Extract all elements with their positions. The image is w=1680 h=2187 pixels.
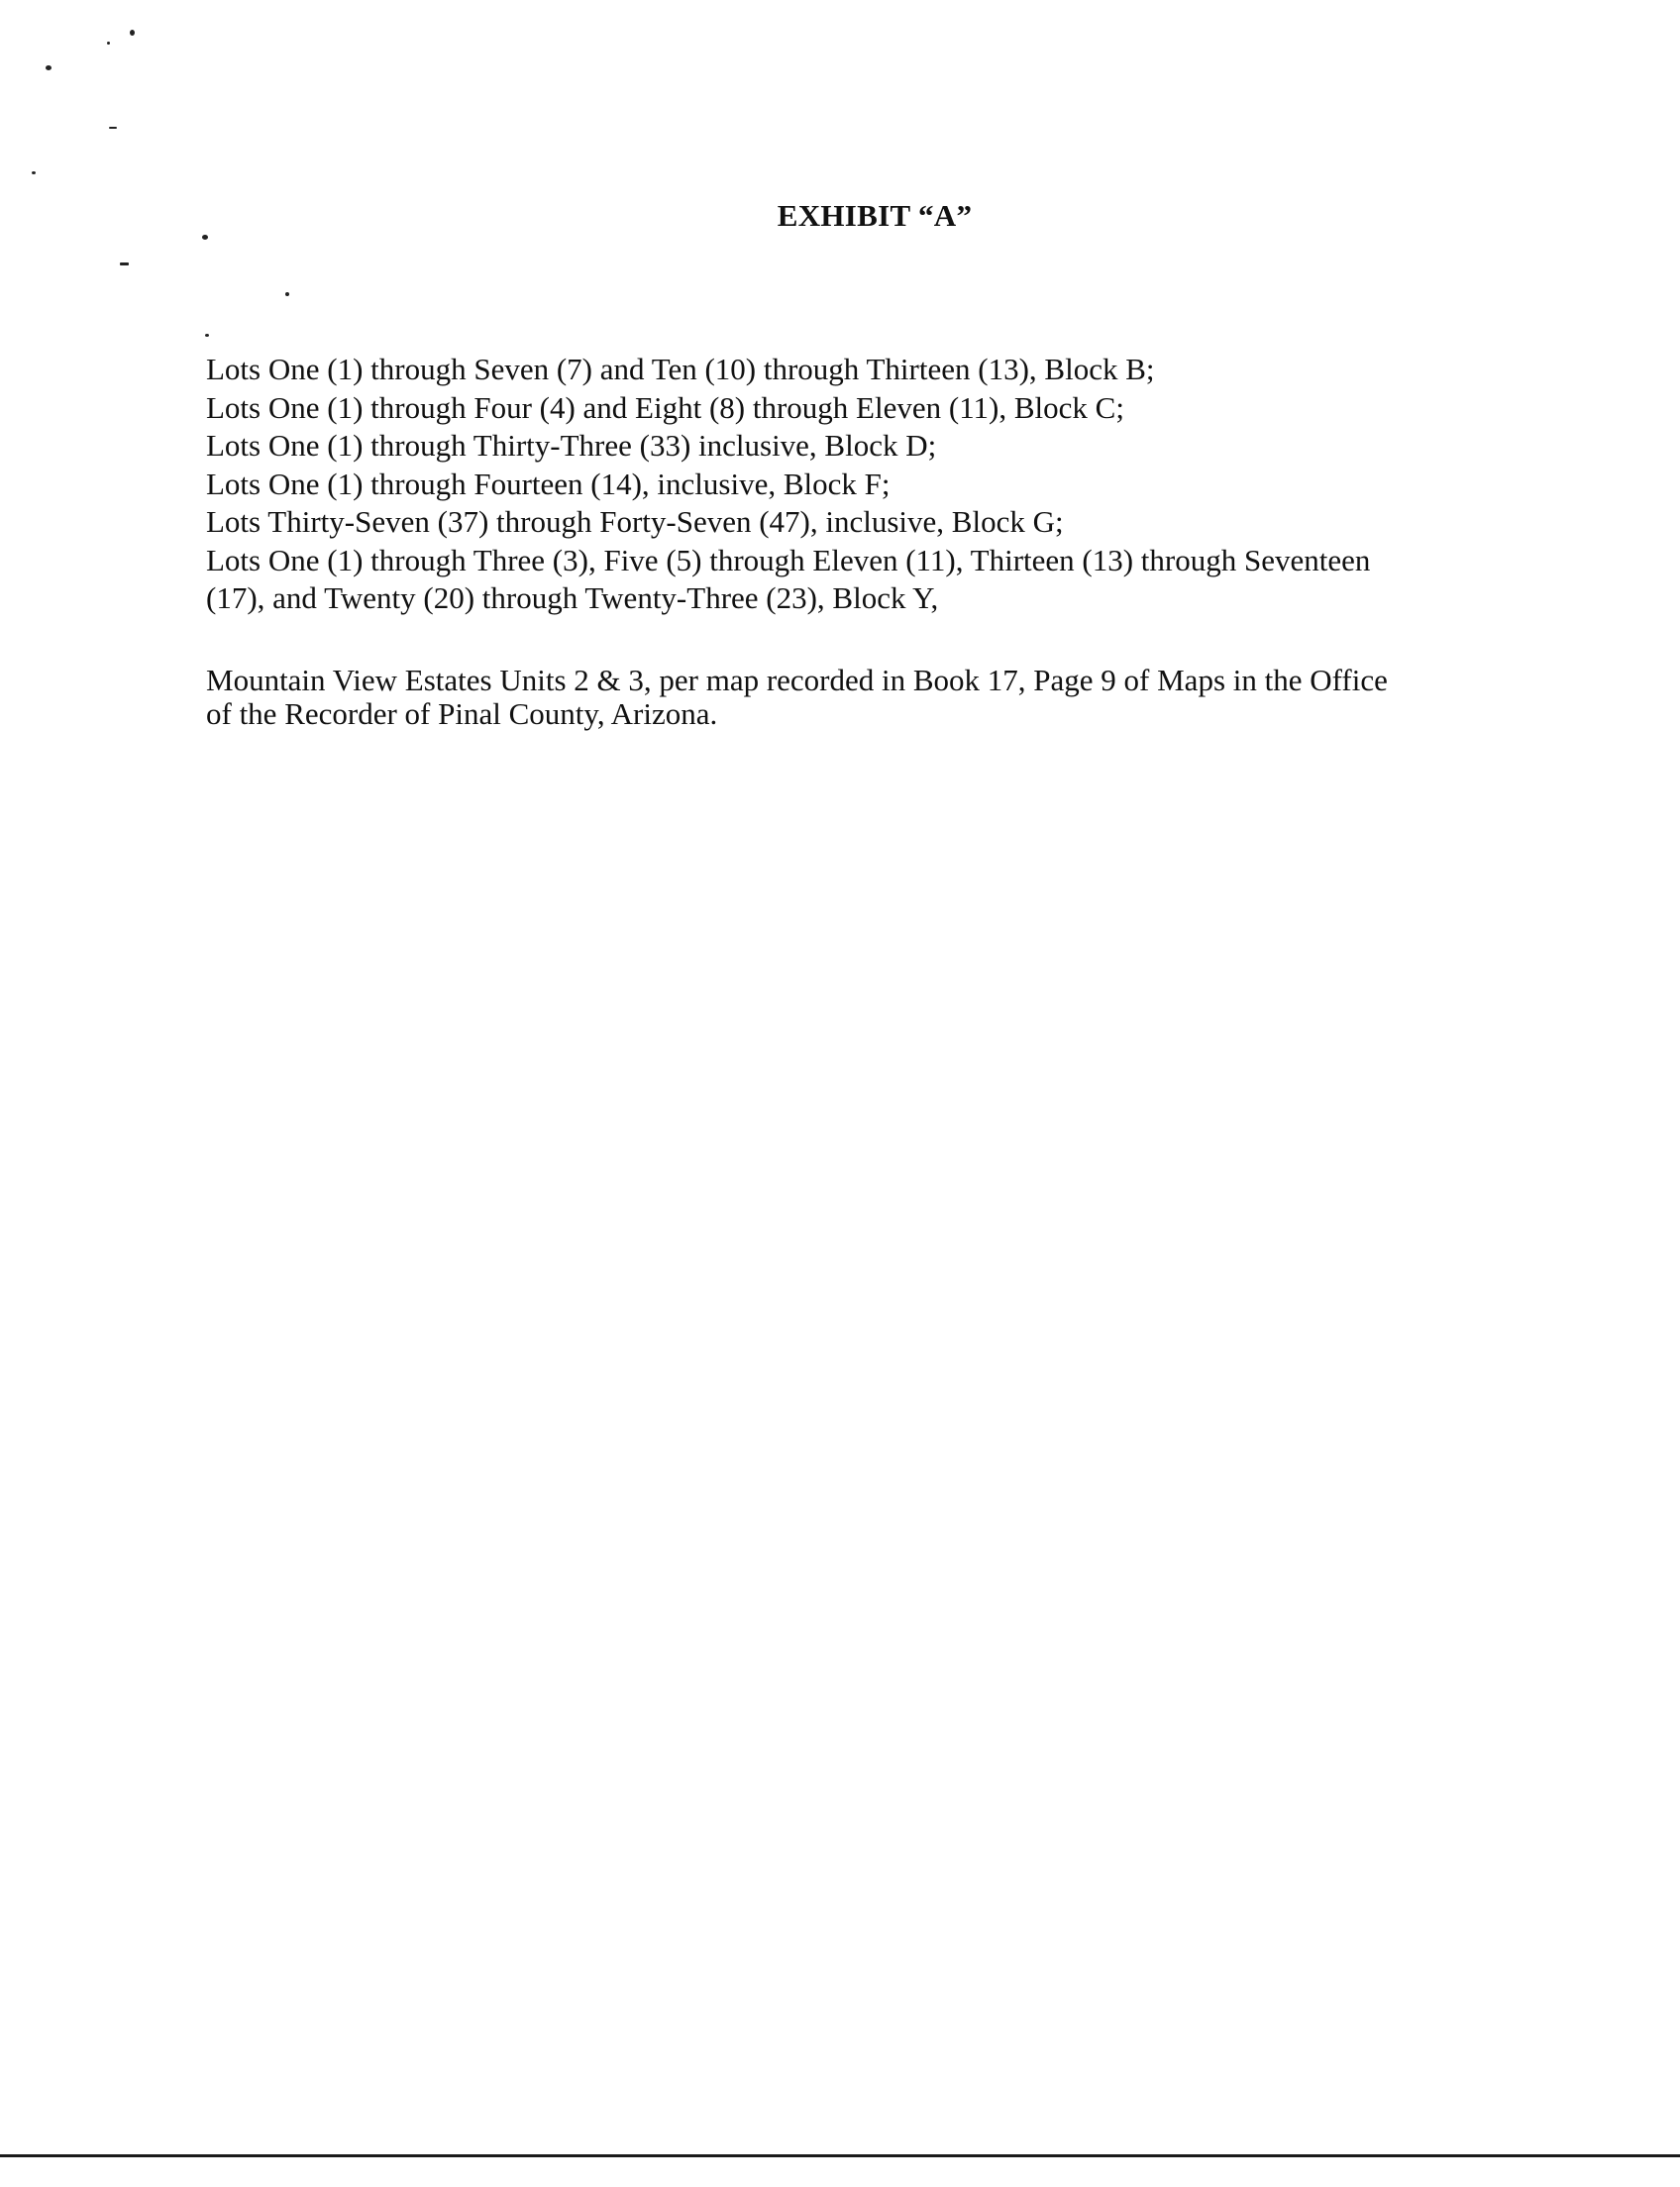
scan-speck xyxy=(46,65,52,70)
legal-description-line: Mountain View Estates Units 2 & 3, per map recorded in Book 17, Page 9 of Maps in the Office xyxy=(206,663,1388,697)
lot-line: Lots One (1) through Four (4) and Eight (8) through Eleven (11), Block C; xyxy=(206,389,1124,425)
lot-line: Lots One (1) through Three (3), Five (5) through Eleven (11), Thirteen (13) through Seventeen xyxy=(206,542,1371,577)
legal-description xyxy=(206,664,1514,731)
lot-line: (17), and Twenty (20) through Twenty-Three (23), Block Y, xyxy=(206,580,939,615)
scan-speck xyxy=(202,235,208,240)
scan-speck xyxy=(109,127,117,129)
scan-speck xyxy=(32,171,36,174)
scan-speck xyxy=(107,42,110,45)
lot-line: Lots Thirty-Seven (37) through Forty-Seven (47), inclusive, Block G; xyxy=(206,504,1064,539)
scan-speck xyxy=(285,292,289,296)
legal-description-line: of the Recorder of Pinal County, Arizona. xyxy=(206,696,718,731)
lot-line: Lots One (1) through Seven (7) and Ten (10) through Thirteen (13), Block B; xyxy=(206,352,1155,386)
lot-list xyxy=(206,351,1494,618)
document-title: EXHIBIT “A” xyxy=(777,198,973,233)
lot-line: Lots One (1) through Fourteen (14), inclusive, Block F; xyxy=(206,466,891,501)
scan-speck xyxy=(120,262,129,265)
scan-speck xyxy=(130,30,135,36)
lot-line: Lots One (1) through Thirty-Three (33) inclusive, Block D; xyxy=(206,428,937,463)
bottom-scan-edge xyxy=(0,2154,1680,2157)
scan-speck xyxy=(205,334,209,337)
